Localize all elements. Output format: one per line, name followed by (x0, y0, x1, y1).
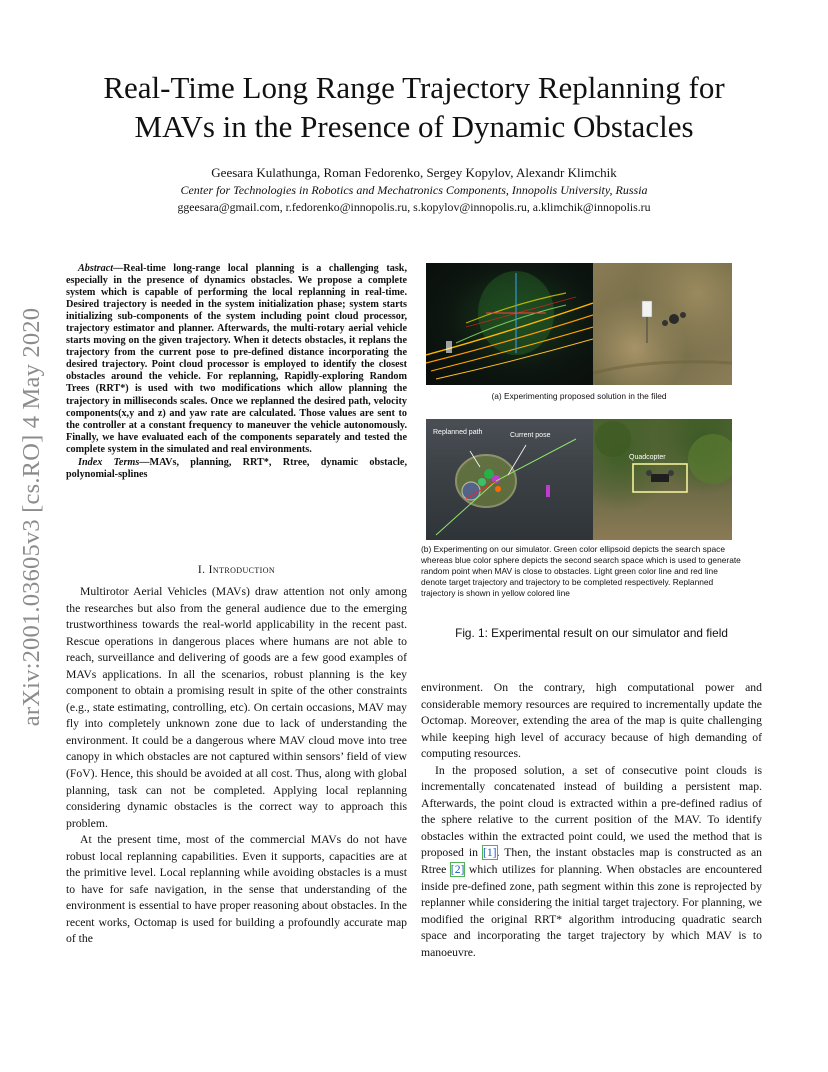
index-terms-text: —MAVs, planning, RRT*, Rtree, dynamic obstacle, polynomial-splines (66, 456, 407, 480)
affiliation: Center for Technologies in Robotics and Mechatronics Components, Innopolis University, Russia (180, 183, 648, 197)
author-emails: ggeesara@gmail.com, r.fedorenko@innopolis.ru, s.kopylov@innopolis.ru, a.klimchik@innopolis.ru (177, 200, 651, 214)
author-list: Geesara Kulathunga, Roman Fedorenko, Sergey Kopylov, Alexandr Klimchik (211, 165, 617, 180)
intro-paragraph-2: At the present time, most of the commercial MAVs do not have robust local replanning capabilities. Even it supports, capacities are at the primitive level. Local replanning while avoiding obstacles is a must to have for safe navigation, in the sense that understanding of the environment is essential to have proper reasoning about obstacles. In the recent works, Octomap is used for building a profoundly accurate map of the (66, 833, 407, 946)
right-paragraph-2-part-c: which utilizes for planning. When obstacles are encountered inside pre-defined zone, path segment within this zone is reprojected by replanner while considering the initial target trajectory. For planning, we modified the original RRT* algorithm introducing quadratic search space and incorporating the target trajectory by which MAV is to manoeuvre. (421, 863, 762, 959)
paper-title (60, 68, 768, 146)
figure-b-simulator-view (426, 419, 593, 540)
right-paragraph-1: environment. On the contrary, high computational power and considerable memory resources are required to incrementally update the Octomap. Moreover, extending the area of the map is quite challenging while keeping high level of accuracy because of high demanding of computing resources. (421, 681, 762, 761)
abstract-label: Abstract (78, 263, 114, 274)
figure-a-caption: (a) Experimenting proposed solution in the filed (491, 391, 667, 401)
section-heading-text: I. Introduction (197, 564, 276, 576)
right-column-text (421, 680, 762, 961)
figure-1-caption: Fig. 1: Experimental result on our simulator and field (455, 626, 728, 640)
abstract-paragraph (66, 263, 407, 456)
citation-link-2[interactable]: [2] (450, 863, 465, 877)
section-heading-introduction (66, 564, 407, 576)
title-line-1: Real-Time Long Range Trajectory Replanning for (103, 70, 725, 105)
arxiv-identifier: arXiv:2001.03605v3 [cs.RO] 4 May 2020 (18, 307, 45, 727)
citation-link-1[interactable]: [1] (482, 846, 497, 860)
point-cloud-visualization (426, 263, 593, 385)
overlay-label-replanned-path: Replanned path (433, 429, 483, 436)
quadcopter-scene (593, 419, 732, 540)
right-paragraph-2-part-b: . Then, the instant obstacles map is constructed as an Rtree (421, 846, 763, 877)
index-terms (66, 457, 407, 481)
overlay-label-quadcopter: Quadcopter (629, 454, 666, 461)
right-paragraph-2 (421, 763, 762, 962)
index-terms-label: Index Terms (78, 456, 140, 468)
title-line-2: MAVs in the Presence of Dynamic Obstacles (134, 109, 694, 144)
figure-a-field-photo (593, 263, 732, 385)
figure-b-caption: (b) Experimenting on our simulator. Green color ellipsoid depicts the search space whereas blue color sphere depicts the second search space which is used to generate random point when MAV is close to obstacles. Light green color line and red line denote target trajectory and trajectory to be completed respectively. Replanned trajectory is shown in yellow colored line (421, 544, 741, 598)
right-paragraph-2-part-a: In the proposed solution, a set of consecutive point clouds is incrementally concatenated instead of building a persistent map. Afterwards, the point cloud is extracted within a pre-defined radius of the sphere relative to the current position of the MAV. To identify obstacles within the extracted point could, we used the method that is proposed in (421, 763, 762, 860)
figure-a-simulation-view (426, 263, 593, 385)
overlay-label-current-pose: Current pose (510, 432, 551, 439)
abstract (66, 263, 407, 481)
intro-paragraph-1: Multirotor Aerial Vehicles (MAVs) draw attention not only among the researches but also from the general audience due to the emerging trustworthiness towards the real-world applicability in the recent past. Rescue operations in dangerous places where humans are not able to reach, surveillance and delivering of goods are a few good examples of MAVs applications. In all the scenarios, robust planning is the key component to obtain a promising result in spite of the other constraints (e.g., state estimating, controlling, etc). On certain occasions, MAV may fly into completely unknown zone due to lack of understanding the environment. It could be a dangerous where MAV cloud move into tree canopy in which obstacles are not captured within sensors’ field of view (FoV). Hence, this should be avoided at all cost. Thus, along with global planning, task can not be completed. Applying local replanning considering dynamic obstacles is the correct way to approach this problem. (66, 585, 407, 830)
figure-b-quadcopter-view (593, 419, 732, 540)
abstract-text: —Real-time long-range local planning is a challenging task, especially in the presence of dynamics obstacles. We propose a complete system which is capable of performing the local replanning in real-time. Desired trajectory is needed in the system initialization phase; system starts initializing sub-components of the system including point cloud processor, trajectory estimator and planner. Afterwards, the multi-rotary aerial vehicle starts moving on the given trajectory. When it detects obstacles, it replans the trajectory from the current pose to pre-defined distance incorporating the desired trajectory. Point cloud processor is employed to identify the closest obstacles around the vehicle. For replanning, Rapidly-exploring Random Trees (RRT*) is used with two modifications which allow planning the trajectory in milliseconds scales. Once we replanned the desired path, velocity components(x,y and z) and yaw rate are calculated. Those values are sent to the controller at a constant frequency to maneuver the vehicle autonomously. Finally, we have evaluated each of the components separately and tested the complete system in the simulated and real environments. (66, 263, 407, 455)
field-photo-drone (593, 263, 732, 385)
introduction-left-column (66, 584, 407, 948)
